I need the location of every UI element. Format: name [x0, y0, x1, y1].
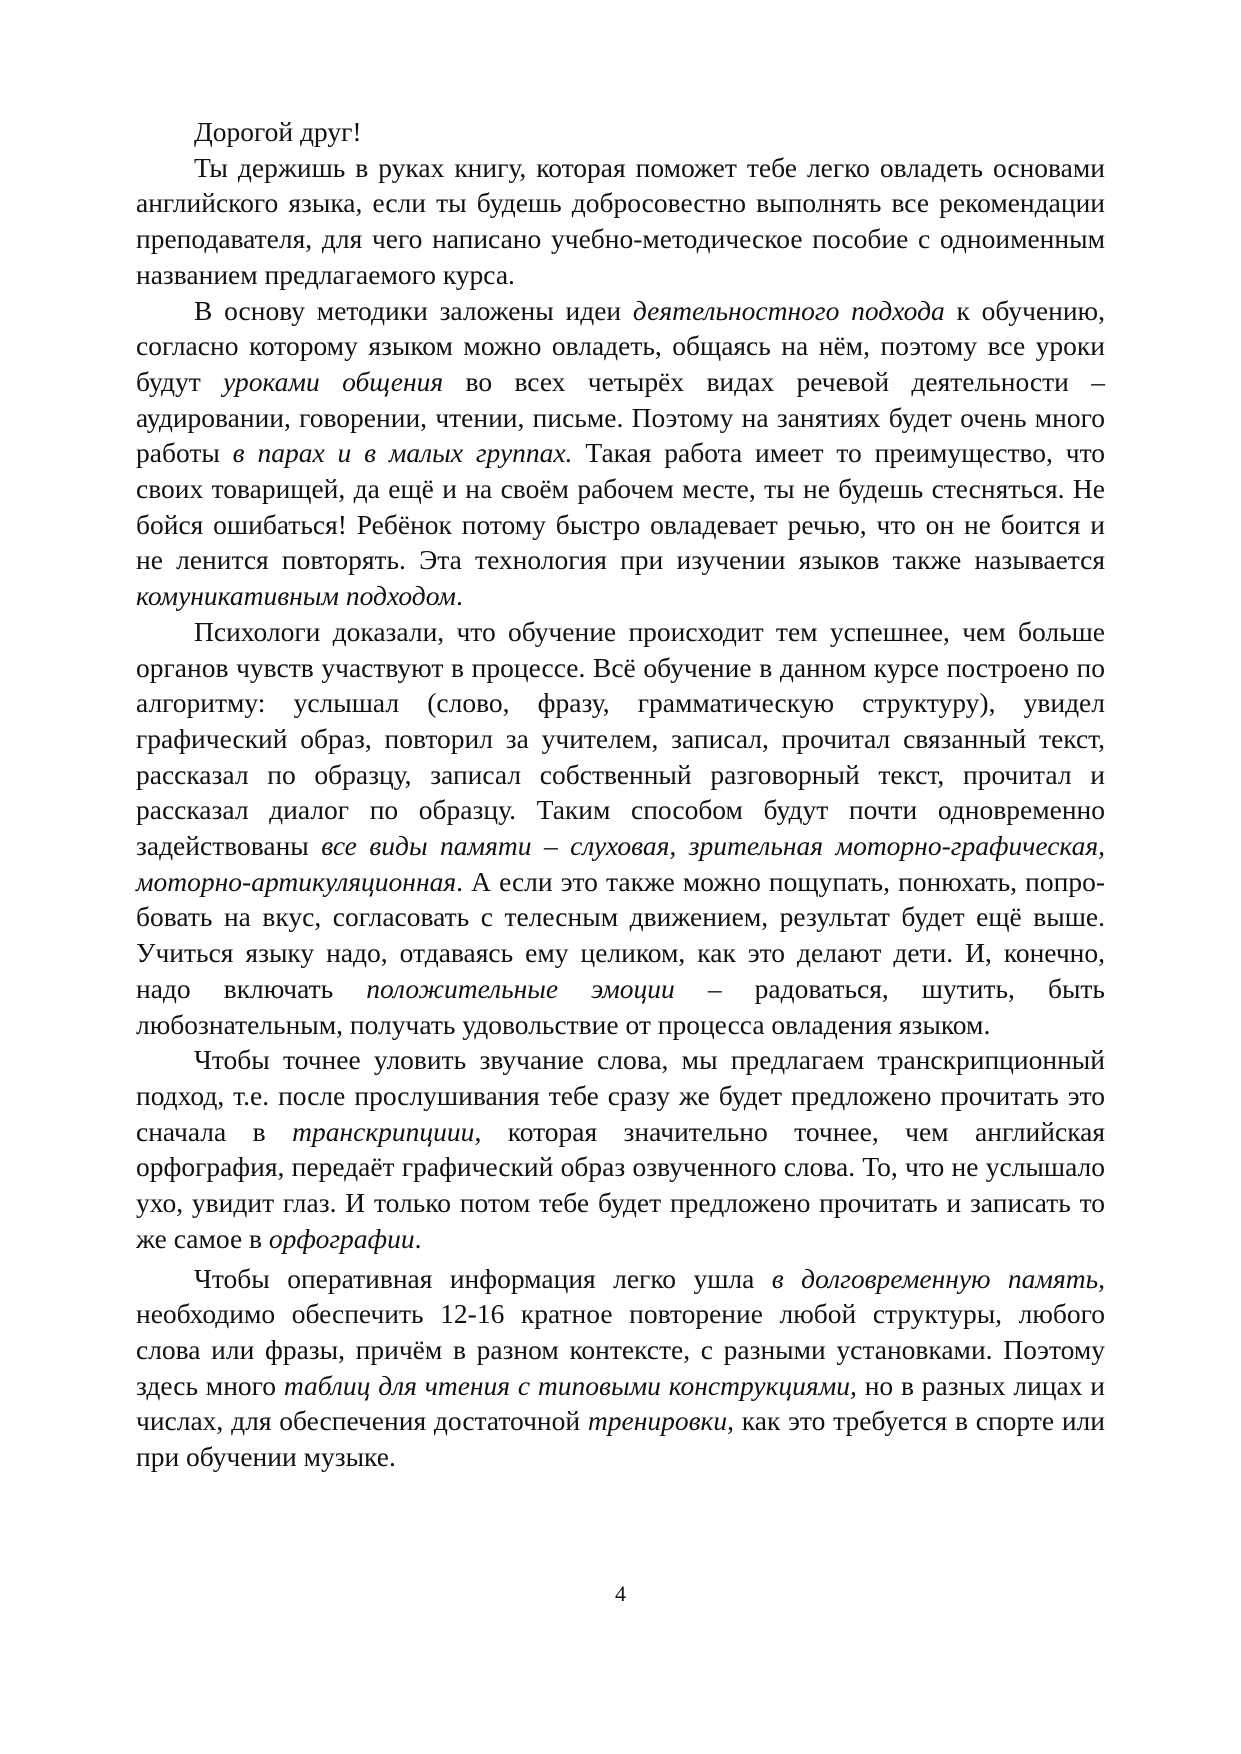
emphasis-text: положительные эмоции: [366, 972, 675, 1004]
text-run: необходимо обеспечить 12-16 кратное повторение любой структуры, любого слова или фразы, причём в разном контексте, с разными установками. Поэтому здесь много: [136, 1298, 1105, 1401]
greeting: Дорогой друг!: [194, 116, 362, 147]
text-run: Психологи доказали, что обучение происходит тем успешнее, чем больше органов чувств участвуют в процессе. Всё обучение в данном курсе построено по алгоритму: услышал (слово, фразу, грамматическую структуру), увидел графический образ, повторил за учителем, записал, прочитал связанный текст, рассказал по образцу, записал собственный разговорный текст, прочитал и рассказал диалог по образцу. Таким способом будут почти одновременно задействованы: [136, 615, 1105, 862]
emphasis-text: деятельностного подхода: [632, 294, 945, 326]
text-run: – радоваться, шутить, быть любознательным, получать удовольствие от процесса овладения языком.: [136, 972, 1105, 1040]
paragraph-3: [136, 614, 1105, 1042]
text-run: , как это требуется в спорте или при обучении музыке.: [136, 1405, 1105, 1473]
body-text: [136, 114, 1105, 1475]
text-run: , которая значительно точнее, чем английская орфография, передаёт графический образ озвученного слова. То, что не услышало ухо, увидит глаз. И только потом тебе будет предложено прочитать и записать то же самое в: [136, 1115, 1105, 1254]
paragraph-2: [136, 293, 1105, 614]
emphasis-text: тренировки: [587, 1405, 728, 1437]
text-run: к обучению, согласно которому языком можно овладеть, общаясь на нём, поэтому все уроки будут: [136, 294, 1105, 397]
emphasis-text: все виды памяти – слуховая, зрительная моторно-графическая, моторно-артикуляционная: [136, 830, 1105, 897]
page-number: 4: [615, 1581, 626, 1606]
text-run: Чтобы оперативная информация легко ушла: [194, 1262, 772, 1294]
emphasis-text: комуникативным подходом: [136, 580, 456, 612]
paragraph-4: [136, 1042, 1105, 1256]
emphasis-text: транскрипциии: [292, 1115, 475, 1147]
text-run: Ты держишь в руках книгу, которая поможет тебе легко овладеть основами английского языка, если ты будешь добросовестно выполнять все рекомендации преподавателя, для чего написано учебно-методическое пособие с одноименным названием предлагаемого курса.: [136, 151, 1105, 290]
emphasis-text: орфографии: [268, 1222, 415, 1254]
emphasis-text: в долговременную память,: [771, 1262, 1105, 1294]
text-run: но в разных лицах и числах, для обеспечения достаточной: [136, 1369, 1106, 1437]
emphasis-text: таблиц для чтения с типовыми конструкциями,: [283, 1369, 857, 1401]
text-run: Чтобы точнее уловить звучание слова, мы предлагаем транскрипционный подход, т.е. после прослушивания тебе сразу же будет предложено прочитать это сначала в: [136, 1044, 1105, 1147]
text-run: . А если это также можно пощупать, понюхать, попробовать на вкус, согласовать с телесным движением, результат будет ещё выше. Учиться языку надо, отдаваясь ему целиком, как это делают дети. И, конечно, надо включать: [136, 865, 1105, 1004]
emphasis-text: уроками общения: [223, 365, 444, 397]
text-run: .: [455, 580, 463, 612]
text-run: Такая работа имеет то преимущество, что своих товарищей, да ещё и на своём рабочем месте, ты не будешь стесняться. Не бойся ошибаться! Ребёнок потому быстро овладевает речью, что он не боится и не ленится повторять. Эта технология при изучении языков также называется: [136, 437, 1105, 576]
text-run: В основу методики заложены идеи: [194, 294, 633, 326]
paragraph-1: [136, 150, 1105, 293]
emphasis-text: в парах и в малых группах.: [232, 437, 573, 469]
paragraph-5: [136, 1261, 1105, 1475]
text-run: .: [414, 1222, 422, 1254]
text-run: во всех четырёх видах речевой деятельности – аудировании, говорении, чтении, письме. Поэтому на занятиях будет очень много работы: [136, 365, 1106, 469]
